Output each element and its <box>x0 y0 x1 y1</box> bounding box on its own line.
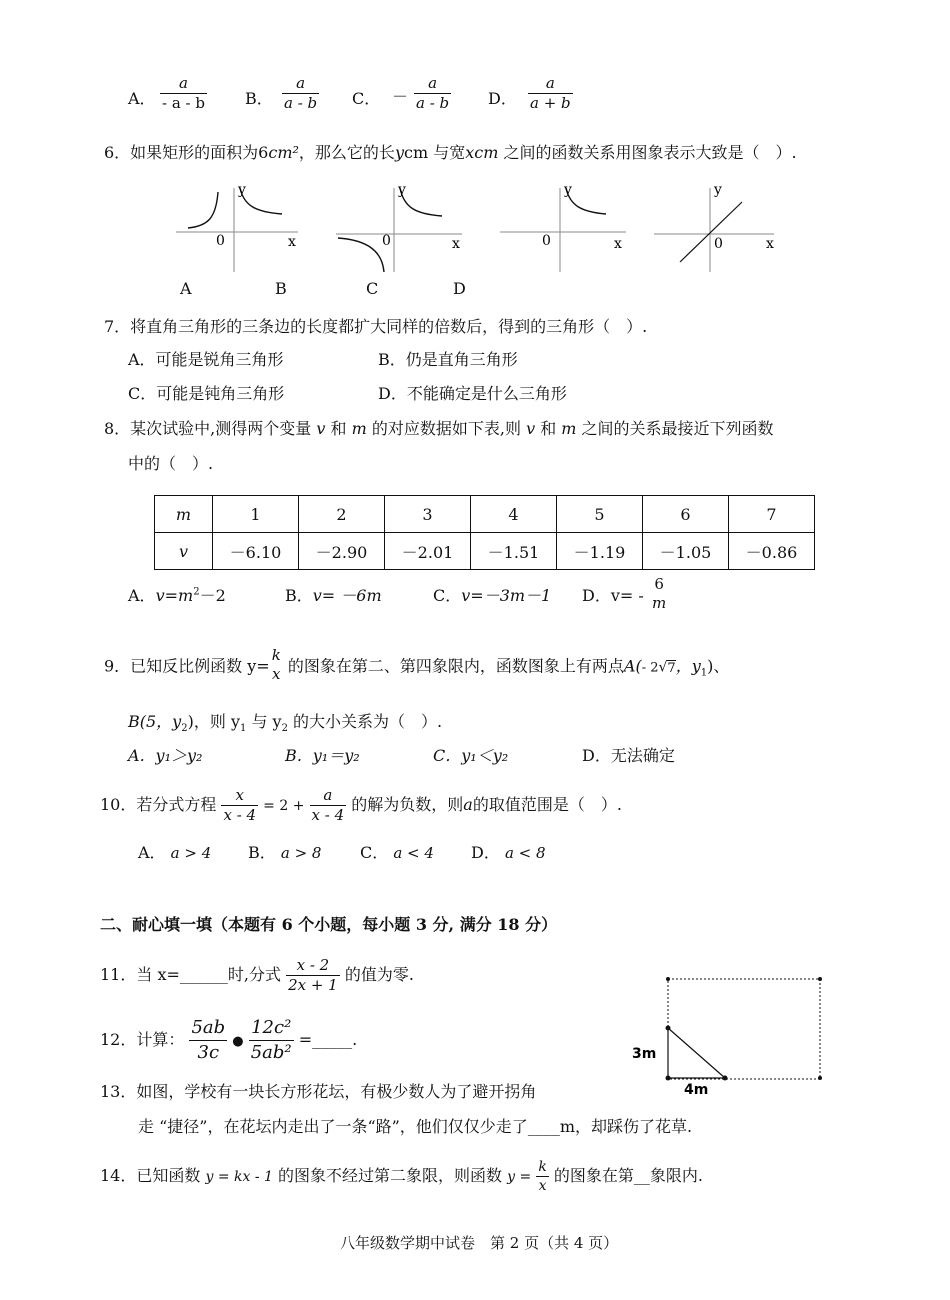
q6-graph-c <box>336 182 462 272</box>
fraction-numerator: 12c² <box>251 1017 292 1038</box>
fraction-denominator: a - b <box>416 94 450 112</box>
q6-label-d: D <box>453 279 466 298</box>
q11-stem-p1: 11．当 x= <box>100 965 180 984</box>
fraction-numerator: k <box>538 1159 547 1175</box>
table-cell: －1.19 <box>557 533 643 570</box>
q11-answer-blank[interactable]: ______ <box>179 965 228 984</box>
fraction-denominator: x <box>536 1176 548 1195</box>
q12-period: . <box>352 1030 358 1049</box>
fraction-denominator: a + b <box>530 94 571 112</box>
fraction-numerator: a <box>428 74 438 92</box>
flowerbed-rectangle <box>668 979 820 1079</box>
q6-graphs <box>170 180 790 280</box>
q14-stem-p4: 象限内. <box>649 1166 704 1185</box>
q10-fraction-1 <box>221 786 258 825</box>
q12-stem-text: 12．计算： <box>100 1030 185 1049</box>
option-tail: －2 <box>199 586 226 605</box>
q6-var-x: xcm <box>465 143 499 162</box>
q13-line2-p1: 走 “捷径”，在花坛内走出了一条“路”，他们仅仅少走了 <box>138 1117 528 1136</box>
q9-coef: - 2 <box>641 660 659 676</box>
q9-line2-p2: )，则 y <box>187 712 240 731</box>
q11-stem-p2: 时,分式 <box>227 965 281 984</box>
q9-y1: ，y <box>675 656 701 676</box>
option-expr: v=m <box>155 586 194 605</box>
q10-option-d <box>471 840 546 863</box>
option-expr: a > 8 <box>280 844 322 862</box>
q14-expr-1: y = kx - 1 <box>205 1169 273 1185</box>
q8-option-d <box>582 583 644 606</box>
q9-point-a: A( <box>623 656 642 676</box>
q5-option-a-label: A． <box>128 89 156 108</box>
fraction-denominator: m <box>652 594 667 612</box>
fraction-numerator: 6 <box>654 575 664 593</box>
q8-option-a <box>128 583 226 606</box>
subscript: 2 <box>281 723 288 735</box>
q6-stem-mid3: 之间的函数关系用图象表示大致是（ ）. <box>498 143 797 162</box>
q9-close: )、 <box>707 656 730 676</box>
option-label: D． <box>582 586 611 605</box>
q10-option-a <box>138 840 211 863</box>
q9-option-c: C．y₁＜y₂ <box>433 746 509 765</box>
q8-stem-p2: 的对应数据如下表,则 <box>366 419 521 438</box>
fraction-numerator: a <box>179 74 188 92</box>
q6-stem-text: 6．如果矩形的面积为6 <box>104 143 269 162</box>
q10-stem-p3: 的取值范围是（ ）. <box>472 795 622 814</box>
q10-stem-p1: 10．若分式方程 <box>100 795 217 814</box>
q7-option-a: A．可能是锐角三角形 <box>128 350 284 369</box>
table-cell: 1 <box>213 496 299 533</box>
q10-stem <box>100 786 622 825</box>
q8-stem-line2: 中的（ ）. <box>128 454 214 473</box>
q7-option-c: C．可能是钝角三角形 <box>128 384 285 403</box>
q13-answer-blank[interactable]: ____ <box>527 1117 560 1136</box>
q9-option-a: A．y₁＞y₂ <box>128 746 203 765</box>
fraction-numerator: a <box>323 786 333 804</box>
q9-option-d: D．无法确定 <box>582 746 675 765</box>
table-cell: 2 <box>299 496 385 533</box>
option-label: A． <box>128 586 156 605</box>
q12-fraction-2 <box>249 1016 294 1065</box>
q6-graph-b <box>234 182 296 272</box>
fraction-numerator: x <box>235 786 244 804</box>
q7-option-d: D．不能确定是什么三角形 <box>378 384 567 403</box>
y-axis-label: y <box>564 182 572 198</box>
option-label: C． <box>433 586 462 605</box>
q5-option-c-fraction <box>414 74 451 113</box>
origin-label: 0 <box>542 233 551 249</box>
q6-label-a: A <box>180 279 192 298</box>
q14-answer-blank[interactable]: __ <box>633 1166 650 1185</box>
q6-stem <box>104 140 797 163</box>
origin-label: 0 <box>714 236 723 252</box>
option-expr: v= - <box>610 586 644 605</box>
q7-stem: 7．将直角三角形的三条边的长度都扩大同样的倍数后，得到的三角形（ ）. <box>104 317 648 336</box>
q8-stem <box>104 416 774 439</box>
fraction-numerator: 5ab <box>191 1017 226 1038</box>
table-row <box>155 496 815 533</box>
table-cell: －6.10 <box>213 533 299 570</box>
q5-option-b-fraction <box>282 74 319 113</box>
option-label: D． <box>471 843 500 862</box>
q6-graph-d-curve <box>566 188 606 214</box>
q8-option-b <box>285 583 382 606</box>
option-expr: a < 4 <box>393 844 434 862</box>
q12-equals: = <box>298 1030 313 1049</box>
fraction-numerator: k <box>271 646 281 664</box>
table-cell: －1.51 <box>471 533 557 570</box>
table-row <box>155 533 815 570</box>
q6-graph-line <box>654 182 774 272</box>
table-header-m: m <box>155 496 213 533</box>
q8-stem-p1: 8．某次试验中,测得两个变量 <box>104 419 312 438</box>
q9-option-b: B．y₁＝y₂ <box>285 746 360 765</box>
q5-option-c-minus: － <box>392 87 409 106</box>
label-3m: 3m <box>632 1046 657 1062</box>
table-cell: －2.01 <box>385 533 471 570</box>
q5-option-b-label: B． <box>245 89 273 108</box>
q8-option-d-fraction <box>650 575 668 613</box>
q13-line1: 13．如图，学校有一块长方形花坛，有极少数人为了避开拐角 <box>100 1082 537 1101</box>
page-footer: 八年级数学期中试卷 第 2 页（共 4 页） <box>340 1234 619 1252</box>
q9-sqrt-arg: 7 <box>667 660 676 676</box>
q5-option-d-label: D． <box>488 89 517 108</box>
y-axis-label: y <box>398 182 406 198</box>
q8-var-v: v <box>316 419 326 438</box>
q11-stem <box>100 956 414 995</box>
fraction-denominator: 3c <box>189 1040 227 1065</box>
table-cell: 6 <box>643 496 729 533</box>
q5-option-a-fraction <box>160 74 207 113</box>
y-axis-label: y <box>238 182 246 198</box>
fraction-denominator: 5ab² <box>250 1042 292 1063</box>
fraction-denominator: x - 4 <box>223 806 257 824</box>
q7-option-b: B．仍是直角三角形 <box>378 350 518 369</box>
option-label: A． <box>138 843 166 862</box>
option-expr: v=－3m－1 <box>461 586 552 605</box>
x-axis-label: x <box>614 236 622 252</box>
q6-graph-c-curve-right <box>400 188 442 216</box>
q9-stem: 9．已知反比例函数 y= k x 的图象在第二、第四象限内，函数图象上有两点A(- 2√7，$y_1$)、 <box>104 646 730 683</box>
q5-option-d-fraction <box>528 74 573 113</box>
table-cell: －2.90 <box>299 533 385 570</box>
subscript: 1 <box>700 667 708 679</box>
q10-equals: = 2 + <box>263 798 305 814</box>
q6-graph-c-curve-left <box>338 238 384 272</box>
q10-fraction-2 <box>310 786 347 825</box>
q11-stem-p3: 的值为零. <box>344 965 414 984</box>
fraction-numerator: a <box>296 74 306 92</box>
q8-option-c <box>433 583 551 606</box>
q12-stem <box>100 1016 357 1065</box>
x-axis-label: x <box>452 236 460 252</box>
option-label: C． <box>360 843 389 862</box>
table-cell: 5 <box>557 496 643 533</box>
q5-option-c-label: C． <box>352 89 381 108</box>
q6-graph-a <box>176 188 298 272</box>
q12-fraction-1 <box>189 1016 227 1065</box>
origin-label: 0 <box>216 233 225 249</box>
q6-var-y: y <box>394 143 404 162</box>
q14-fraction <box>536 1158 548 1195</box>
q6-graph-d <box>500 182 626 272</box>
q6-unit-cm2: cm² <box>268 143 299 162</box>
table-cell: 3 <box>385 496 471 533</box>
fraction-numerator: x - 2 <box>296 956 330 974</box>
q8-and: 和 <box>325 419 352 438</box>
q6-graph-line-stroke <box>680 202 742 262</box>
q14-expr-2: y = <box>507 1169 532 1185</box>
table-header-v: v <box>155 533 213 570</box>
q9-stem-p1: 9．已知反比例函数 y= <box>104 656 270 676</box>
q14-stem <box>100 1158 703 1195</box>
q8-data-table <box>154 495 815 570</box>
label-4m: 4m <box>684 1082 709 1094</box>
q11-fraction <box>286 956 340 995</box>
shortcut-path <box>668 1028 725 1078</box>
q9-fraction <box>270 646 283 684</box>
q6-graph-a-curve <box>188 192 218 228</box>
superscript: 2 <box>193 586 200 598</box>
fraction-denominator: - a - b <box>162 94 205 112</box>
q9-line2-p4: 的大小关系为（ ）. <box>287 712 443 731</box>
q6-stem-mid2: cm 与宽 <box>403 143 466 162</box>
x-axis-label: x <box>288 234 296 250</box>
q14-stem-p1: 14．已知函数 <box>100 1166 201 1185</box>
option-expr: a < 8 <box>504 844 546 862</box>
q10-option-b <box>248 840 321 863</box>
q9-point-b: B(5，y <box>128 712 182 731</box>
q10-var-a: a <box>463 795 473 814</box>
q8-stem-p3: 之间的关系最接近下列函数 <box>576 419 774 438</box>
table-cell: －0.86 <box>729 533 815 570</box>
q13-figure <box>628 974 828 1094</box>
table-cell: 7 <box>729 496 815 533</box>
q9-line2-p3: 与 y <box>246 712 282 731</box>
q13-line2 <box>138 1114 692 1137</box>
q6-stem-mid1: ，那么它的长 <box>298 143 395 162</box>
q6-label-b: B <box>275 279 287 298</box>
q8-and2: 和 <box>535 419 562 438</box>
q9-line2 <box>128 709 442 734</box>
q6-graph-b-curve <box>240 188 282 214</box>
option-expr: v= －6m <box>312 586 382 605</box>
q6-label-c: C <box>366 279 379 298</box>
q14-stem-p3: 的图象在第 <box>553 1166 634 1185</box>
x-axis-label: x <box>766 236 774 252</box>
q12-dot: ● <box>232 1034 244 1049</box>
q8-var-m2: m <box>561 419 577 438</box>
fraction-denominator: x - 4 <box>311 806 345 824</box>
origin-label: 0 <box>382 233 391 249</box>
q8-var-v2: v <box>526 419 536 438</box>
section-2-title: 二、耐心填一填（本题有 6 个小题，每小题 3 分, 满分 18 分） <box>100 915 558 934</box>
q14-stem-p2: 的图象不经过第二象限，则函数 <box>278 1166 503 1185</box>
option-label: B． <box>248 843 276 862</box>
q10-option-c <box>360 840 434 863</box>
fraction-numerator: a <box>545 74 555 92</box>
fraction-denominator: x <box>272 665 281 683</box>
fraction-denominator: a - b <box>284 94 318 112</box>
y-axis-label: y <box>714 182 722 198</box>
table-cell: 4 <box>471 496 557 533</box>
table-cell: －1.05 <box>643 533 729 570</box>
subscript: 1 <box>239 723 247 735</box>
q8-var-m: m <box>351 419 367 438</box>
option-label: B． <box>285 586 313 605</box>
q9-stem-p2: 的图象在第二、第四象限内，函数图象上有两点 <box>282 656 624 676</box>
q13-line2-p2: m，却踩伤了花草. <box>559 1117 693 1136</box>
option-expr: a > 4 <box>170 844 212 862</box>
q12-answer-blank[interactable]: _____ <box>312 1030 353 1049</box>
q10-stem-p2: 的解为负数，则 <box>351 795 464 814</box>
fraction-denominator: 2x + 1 <box>288 976 338 994</box>
subscript: 2 <box>181 723 188 735</box>
